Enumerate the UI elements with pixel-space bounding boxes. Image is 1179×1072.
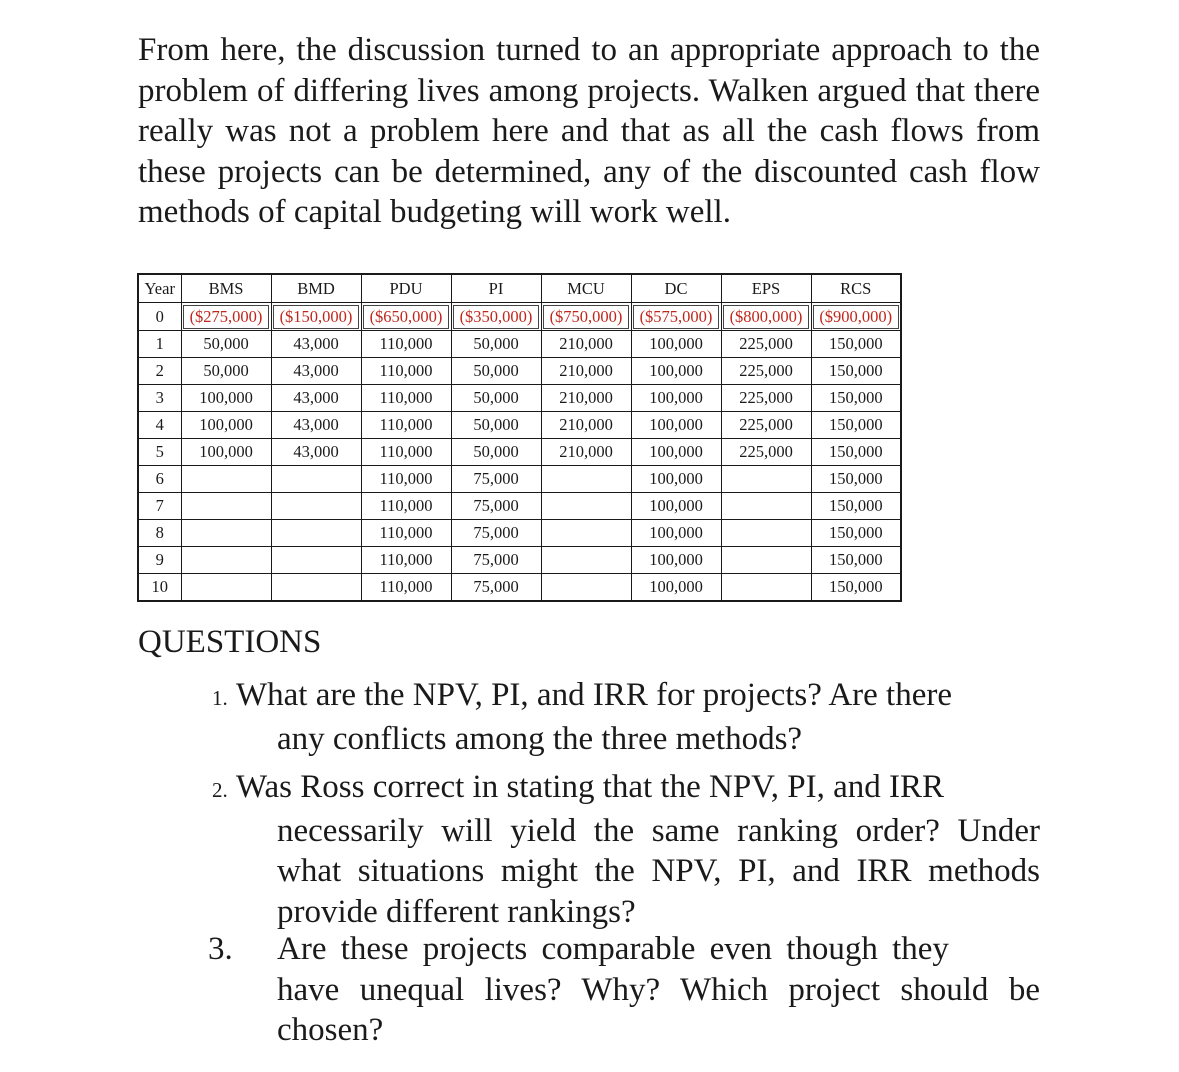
cash-flow-cell: 225,000 <box>721 331 811 358</box>
cash-flow-cell: 150,000 <box>811 466 901 493</box>
cash-flow-cell: 150,000 <box>811 520 901 547</box>
table-body <box>138 303 901 602</box>
cash-flow-cell: 75,000 <box>451 547 541 574</box>
year-cell: 4 <box>138 412 181 439</box>
table-row <box>138 385 901 412</box>
column-header-year: Year <box>138 274 181 303</box>
cash-flow-cell: ($750,000) <box>541 303 631 331</box>
cash-flow-cell <box>721 520 811 547</box>
cash-flow-cell <box>721 547 811 574</box>
cash-flow-cell: 225,000 <box>721 385 811 412</box>
cash-flow-cell: 50,000 <box>451 412 541 439</box>
column-header-dc: DC <box>631 274 721 303</box>
cash-flow-cell <box>181 547 271 574</box>
column-header-pdu: PDU <box>361 274 451 303</box>
question-text: Was Ross correct in stating that the NPV, PI, and IRR <box>236 769 945 805</box>
cash-flow-cell: ($650,000) <box>361 303 451 331</box>
cash-flow-cell <box>541 493 631 520</box>
cash-flow-cell: 110,000 <box>361 331 451 358</box>
question-number: 1. <box>212 686 228 710</box>
cash-flow-cell: 150,000 <box>811 412 901 439</box>
cash-flow-cell: 150,000 <box>811 358 901 385</box>
cash-flow-cell: 110,000 <box>361 385 451 412</box>
cash-flow-cell: 43,000 <box>271 331 361 358</box>
question-number: 3. <box>208 931 233 967</box>
cash-flow-cell: 110,000 <box>361 412 451 439</box>
cash-flow-cell: 75,000 <box>451 520 541 547</box>
cash-flow-cell: 110,000 <box>361 547 451 574</box>
question-1 <box>200 675 1040 759</box>
year-cell: 5 <box>138 439 181 466</box>
cash-flow-cell <box>271 493 361 520</box>
question-text: What are the NPV, PI, and IRR for projects? Are there <box>236 677 953 713</box>
cash-flow-cell: 100,000 <box>631 331 721 358</box>
column-header-rcs: RCS <box>811 274 901 303</box>
question-text: Are these projects comparable even though they <box>277 931 949 967</box>
cash-flow-cell: 110,000 <box>361 493 451 520</box>
cash-flow-cell: 100,000 <box>631 385 721 412</box>
cash-flow-table <box>137 273 902 602</box>
cash-flow-cell: 110,000 <box>361 358 451 385</box>
cash-flow-cell: 210,000 <box>541 439 631 466</box>
table-row <box>138 520 901 547</box>
column-header-bms: BMS <box>181 274 271 303</box>
year-cell: 8 <box>138 520 181 547</box>
cash-flow-cell: 100,000 <box>181 439 271 466</box>
cash-flow-cell: 75,000 <box>451 493 541 520</box>
question-text-continued: have unequal lives? Why? Which project should be chosen? <box>277 971 1040 1049</box>
cash-flow-cell: 210,000 <box>541 331 631 358</box>
cash-flow-cell <box>271 547 361 574</box>
intro-paragraph: From here, the discussion turned to an appropriate approach to the problem of differing lives among projects. Walken argued that there really was not a problem here and that as all the cash flows from these projects can be determined, any of the discounted cash flow methods of capital budgeting will work well. <box>138 32 1040 231</box>
cash-flow-cell: 43,000 <box>271 412 361 439</box>
cash-flow-cell: 100,000 <box>631 358 721 385</box>
cash-flow-cell: 100,000 <box>631 574 721 602</box>
year-cell: 7 <box>138 493 181 520</box>
cash-flow-cell: 100,000 <box>631 412 721 439</box>
cash-flow-cell: 50,000 <box>181 358 271 385</box>
cash-flow-cell: ($575,000) <box>631 303 721 331</box>
cash-flow-cell <box>181 466 271 493</box>
table-row <box>138 358 901 385</box>
cash-flow-cell: 100,000 <box>631 439 721 466</box>
table-row <box>138 331 901 358</box>
cash-flow-cell <box>271 520 361 547</box>
questions-title: QUESTIONS <box>138 624 322 660</box>
cash-flow-cell <box>721 574 811 602</box>
cash-flow-cell: 50,000 <box>451 439 541 466</box>
cash-flow-cell <box>721 493 811 520</box>
year-cell: 9 <box>138 547 181 574</box>
cash-flow-cell <box>181 520 271 547</box>
cash-flow-cell: 225,000 <box>721 439 811 466</box>
cash-flow-cell: 225,000 <box>721 412 811 439</box>
cash-flow-cell: 100,000 <box>181 412 271 439</box>
cash-flow-cell: 100,000 <box>631 520 721 547</box>
cash-flow-cell: 100,000 <box>631 493 721 520</box>
cash-flow-cell: 150,000 <box>811 331 901 358</box>
cash-flow-cell: 150,000 <box>811 385 901 412</box>
question-number: 2. <box>212 778 228 802</box>
cash-flow-cell: 43,000 <box>271 439 361 466</box>
cash-flow-cell <box>181 493 271 520</box>
cash-flow-cell: ($275,000) <box>181 303 271 331</box>
cash-flow-cell: 150,000 <box>811 439 901 466</box>
cash-flow-cell <box>541 574 631 602</box>
question-text-continued: any conflicts among the three methods? <box>277 720 803 757</box>
cash-flow-cell: 75,000 <box>451 466 541 493</box>
year-cell: 2 <box>138 358 181 385</box>
cash-flow-cell: 110,000 <box>361 466 451 493</box>
cash-flow-cell <box>721 466 811 493</box>
cash-flow-cell: 210,000 <box>541 385 631 412</box>
cash-flow-cell: 75,000 <box>451 574 541 602</box>
cash-flow-cell <box>271 466 361 493</box>
cash-flow-cell: 150,000 <box>811 547 901 574</box>
column-header-bmd: BMD <box>271 274 361 303</box>
cash-flow-cell: 110,000 <box>361 520 451 547</box>
cash-flow-cell: 50,000 <box>451 358 541 385</box>
table-header <box>138 274 901 303</box>
cash-flow-cell <box>541 466 631 493</box>
cash-flow-cell: 43,000 <box>271 358 361 385</box>
year-cell: 3 <box>138 385 181 412</box>
table-row <box>138 439 901 466</box>
cash-flow-cell: 210,000 <box>541 412 631 439</box>
column-header-mcu: MCU <box>541 274 631 303</box>
year-cell: 10 <box>138 574 181 602</box>
table-row <box>138 493 901 520</box>
year-cell: 1 <box>138 331 181 358</box>
year-cell: 0 <box>138 303 181 331</box>
cash-flow-cell: ($900,000) <box>811 303 901 331</box>
cash-flow-cell: 110,000 <box>361 574 451 602</box>
cash-flow-cell: ($800,000) <box>721 303 811 331</box>
cash-flow-cell: 210,000 <box>541 358 631 385</box>
cash-flow-cell: ($350,000) <box>451 303 541 331</box>
cash-flow-cell: 150,000 <box>811 493 901 520</box>
cash-flow-cell: 43,000 <box>271 385 361 412</box>
cash-flow-cell: 50,000 <box>451 385 541 412</box>
table-row <box>138 466 901 493</box>
question-3 <box>200 929 1040 1051</box>
column-header-eps: EPS <box>721 274 811 303</box>
cash-flow-cell: 50,000 <box>181 331 271 358</box>
cash-flow-cell: 100,000 <box>181 385 271 412</box>
table-row <box>138 303 901 331</box>
cash-flow-cell: 225,000 <box>721 358 811 385</box>
cash-flow-cell: 100,000 <box>631 466 721 493</box>
question-2 <box>200 767 1040 932</box>
year-cell: 6 <box>138 466 181 493</box>
question-text-continued: necessarily will yield the same ranking order? Under what situations might the NPV, PI, and IRR methods provide different rankings? <box>277 812 1040 930</box>
cash-flow-cell: 110,000 <box>361 439 451 466</box>
cash-flow-cell <box>181 574 271 602</box>
cash-flow-cell: 100,000 <box>631 547 721 574</box>
cash-flow-cell <box>271 574 361 602</box>
column-header-pi: PI <box>451 274 541 303</box>
table-row <box>138 412 901 439</box>
cash-flow-cell: ($150,000) <box>271 303 361 331</box>
table-row <box>138 547 901 574</box>
cash-flow-cell: 50,000 <box>451 331 541 358</box>
cash-flow-cell <box>541 520 631 547</box>
cash-flow-cell <box>541 547 631 574</box>
table-row <box>138 574 901 602</box>
cash-flow-cell: 150,000 <box>811 574 901 602</box>
